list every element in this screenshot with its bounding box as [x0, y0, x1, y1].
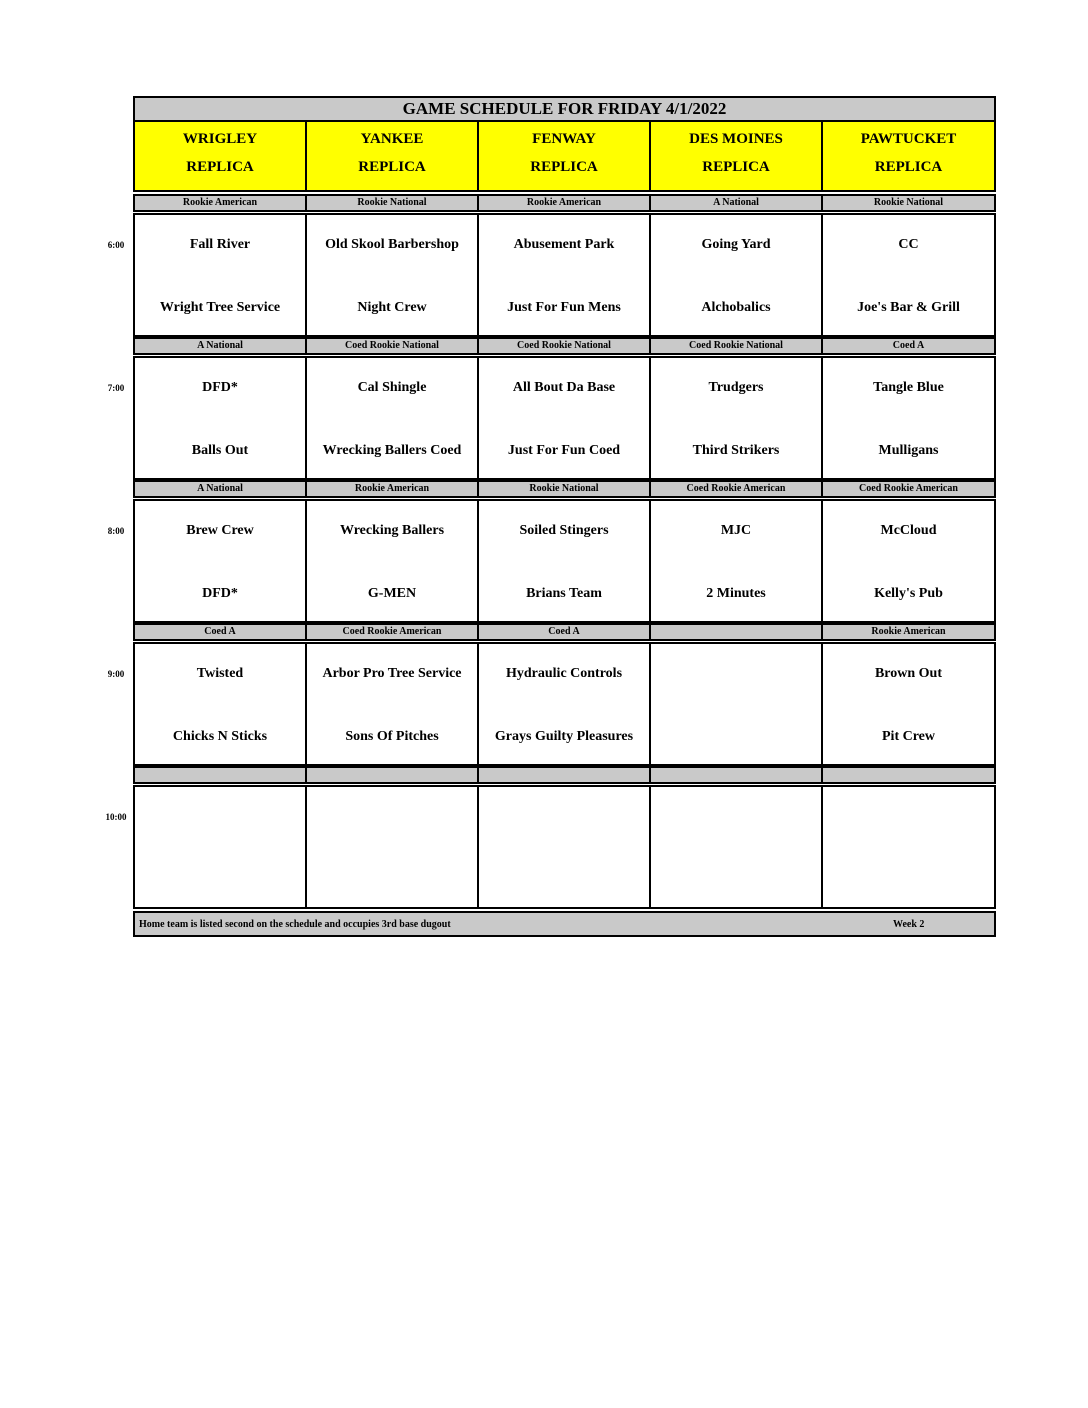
game-cell — [649, 213, 823, 337]
game-cell — [305, 213, 479, 337]
game-cell — [305, 642, 479, 766]
division-label: Coed Rookie National — [305, 337, 479, 355]
home-team: Wrecking Ballers Coed — [322, 443, 462, 458]
game-cell — [133, 499, 307, 623]
division-label: Rookie American — [305, 480, 479, 498]
field-name: PAWTUCKET — [860, 131, 957, 147]
home-team: Joe's Bar & Grill — [857, 300, 960, 315]
away-team: Hydraulic Controls — [505, 666, 623, 681]
away-team: Abusement Park — [513, 237, 615, 252]
division-label: Rookie National — [477, 480, 651, 498]
home-team: Just For Fun Coed — [507, 443, 621, 458]
division-label: Coed Rookie American — [821, 480, 996, 498]
division-label — [305, 766, 479, 784]
division-label: A National — [649, 194, 823, 212]
game-cell — [649, 642, 823, 766]
away-team: Brown Out — [874, 666, 943, 681]
division-label — [133, 766, 307, 784]
home-team: Alchobalics — [701, 300, 771, 315]
away-team: McCloud — [880, 523, 937, 538]
division-label: Rookie American — [821, 623, 996, 641]
division-label — [477, 766, 651, 784]
away-team: Fall River — [189, 237, 251, 252]
game-cell — [477, 785, 651, 909]
division-label: Rookie American — [477, 194, 651, 212]
game-cell — [133, 213, 307, 337]
game-cell — [477, 356, 651, 480]
game-cell — [821, 785, 996, 909]
time-label: 7:00 — [107, 383, 125, 393]
home-team: Third Strikers — [692, 443, 780, 458]
division-label: A National — [133, 337, 307, 355]
field-header — [821, 120, 996, 192]
home-team: 2 Minutes — [706, 586, 766, 601]
home-team: Sons Of Pitches — [345, 729, 439, 744]
field-header-row — [133, 120, 996, 192]
division-label: Coed Rookie American — [305, 623, 479, 641]
division-label — [649, 623, 823, 641]
field-type: REPLICA — [874, 159, 943, 175]
away-team: Wrecking Ballers — [339, 523, 445, 538]
away-team: Arbor Pro Tree Service — [322, 666, 462, 681]
game-cell — [477, 499, 651, 623]
away-team: CC — [898, 237, 919, 252]
field-type: REPLICA — [186, 159, 254, 175]
division-label: Coed A — [477, 623, 651, 641]
division-label: A National — [133, 480, 307, 498]
division-label: Coed Rookie National — [649, 337, 823, 355]
away-team: Brew Crew — [186, 523, 254, 538]
field-type: REPLICA — [530, 159, 598, 175]
division-label: Rookie American — [133, 194, 307, 212]
game-cell — [649, 785, 823, 909]
schedule-table — [133, 96, 996, 937]
field-header — [649, 120, 823, 192]
division-label: Coed Rookie National — [477, 337, 651, 355]
footer-bar — [133, 911, 996, 937]
home-team: Mulligans — [878, 443, 939, 458]
field-type: REPLICA — [358, 159, 426, 175]
game-cell — [305, 356, 479, 480]
game-cell — [821, 499, 996, 623]
time-label: 8:00 — [107, 526, 125, 536]
division-label — [649, 766, 823, 784]
home-team: Kelly's Pub — [874, 586, 943, 601]
field-name: YANKEE — [360, 131, 424, 147]
field-header — [133, 120, 307, 192]
time-label: 6:00 — [107, 240, 125, 250]
home-team-note: Home team is listed second on the schedule and occupies 3rd base dugout — [139, 919, 451, 930]
division-label: Coed A — [133, 623, 307, 641]
field-name: DES MOINES — [689, 131, 783, 147]
away-team: Going Yard — [701, 237, 771, 252]
division-label: Coed Rookie American — [649, 480, 823, 498]
home-team: Night Crew — [357, 300, 427, 315]
home-team: Pit Crew — [882, 729, 935, 744]
game-cell — [649, 356, 823, 480]
home-team: Just For Fun Mens — [507, 300, 621, 315]
game-cell — [133, 642, 307, 766]
field-name: FENWAY — [532, 131, 596, 147]
away-team: DFD* — [202, 380, 238, 395]
schedule-title: GAME SCHEDULE FOR FRIDAY 4/1/2022 — [133, 96, 996, 122]
time-label: 9:00 — [107, 669, 125, 679]
away-team: Trudgers — [708, 380, 764, 395]
game-cell — [821, 213, 996, 337]
game-cell — [305, 785, 479, 909]
week-label: Week 2 — [893, 919, 925, 930]
game-cell — [477, 213, 651, 337]
division-label: Rookie National — [305, 194, 479, 212]
time-label: 10:00 — [105, 812, 127, 822]
game-cell — [821, 356, 996, 480]
field-type: REPLICA — [702, 159, 770, 175]
game-cell — [133, 356, 307, 480]
game-cell — [305, 499, 479, 623]
home-team: G-MEN — [367, 586, 417, 601]
away-team: Cal Shingle — [357, 380, 427, 395]
home-team: Grays Guilty Pleasures — [494, 729, 634, 744]
division-label: Rookie National — [821, 194, 996, 212]
away-team: Soiled Stingers — [519, 523, 609, 538]
away-team: All Bout Da Base — [512, 380, 616, 395]
away-team: MJC — [720, 523, 752, 538]
game-cell — [821, 642, 996, 766]
home-team: Balls Out — [191, 443, 249, 458]
home-team: DFD* — [202, 586, 238, 601]
field-header — [477, 120, 651, 192]
home-team: Brians Team — [526, 586, 602, 601]
game-cell — [133, 785, 307, 909]
away-team: Tangle Blue — [873, 380, 944, 395]
home-team: Chicks N Sticks — [172, 729, 268, 744]
away-team: Old Skool Barbershop — [325, 237, 459, 252]
away-team: Twisted — [196, 666, 244, 681]
home-team: Wright Tree Service — [159, 300, 281, 315]
division-label — [821, 766, 996, 784]
division-label: Coed A — [821, 337, 996, 355]
game-cell — [477, 642, 651, 766]
field-header — [305, 120, 479, 192]
game-cell — [649, 499, 823, 623]
field-name: WRIGLEY — [182, 131, 258, 147]
